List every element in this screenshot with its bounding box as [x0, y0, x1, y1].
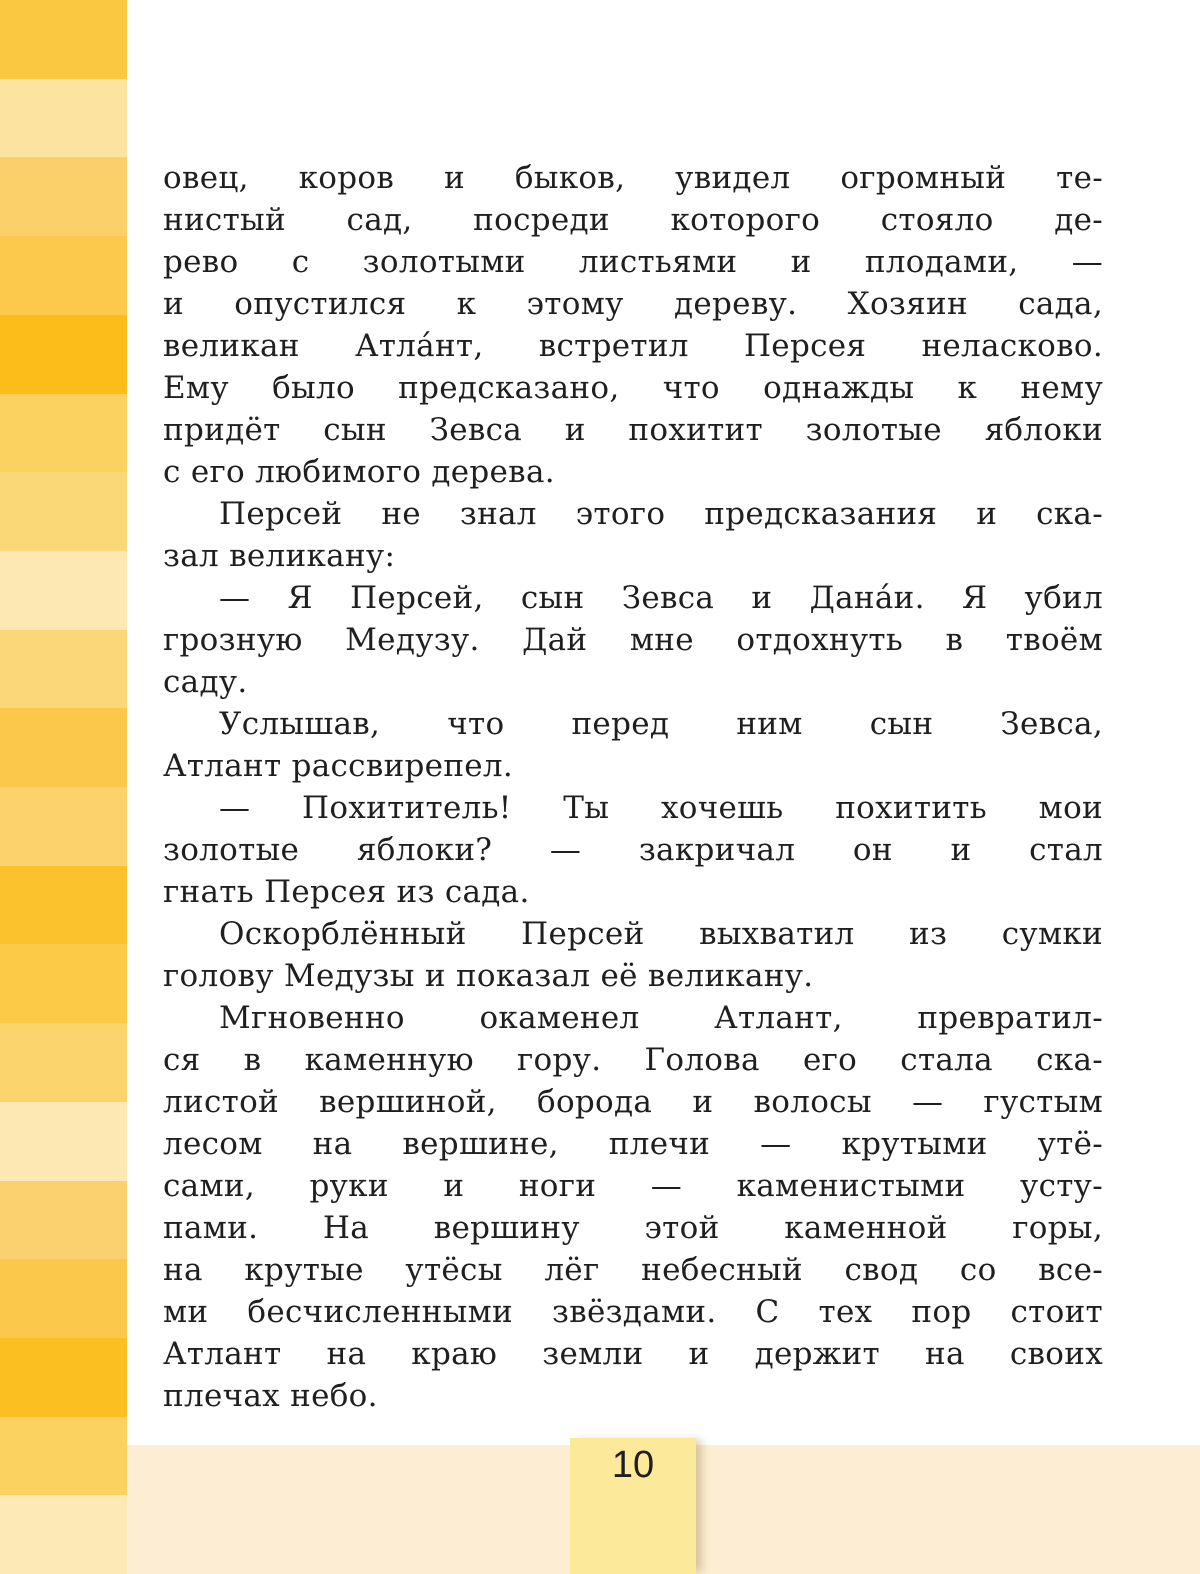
stripe-band — [0, 1417, 127, 1496]
text-line: зал великану: — [163, 538, 396, 574]
text-line: ся в каменную гору. Голова его стала ска- — [163, 1042, 1103, 1078]
text-line: Атлант на краю земли и держит на своих — [163, 1336, 1103, 1372]
text-line: Ему было предсказано, что однажды к нему — [163, 370, 1103, 406]
text-line: и опустился к этому дереву. Хозяин сада, — [163, 286, 1103, 322]
text-line: золотые яблоки? — закричал он и стал — [163, 832, 1103, 868]
text-line: плечах небо. — [163, 1378, 378, 1414]
stripe-band — [0, 787, 127, 866]
stripe-band — [0, 630, 127, 709]
stripe-band — [0, 236, 127, 315]
stripe-band — [0, 551, 127, 630]
text-line: с его любимого дерева. — [163, 454, 555, 490]
text-line: — Похититель! Ты хочешь похитить мои — [219, 790, 1103, 826]
stripe-band — [0, 472, 127, 551]
text-line: саду. — [163, 664, 248, 700]
text-line: Мгновенно окаменел Атлант, превратил- — [219, 1000, 1103, 1036]
text-line: Услышав, что перед ним сын Зевса, — [219, 706, 1103, 742]
stripe-band — [0, 1259, 127, 1338]
stripe-band — [0, 866, 127, 945]
text-line: нистый сад, посреди которого стояло де- — [163, 202, 1103, 238]
story-text — [163, 157, 1103, 1417]
text-line: голову Медузы и показал её великану. — [163, 958, 814, 994]
text-line: сами, руки и ноги — каменистыми усту- — [163, 1168, 1103, 1204]
text-line: рево с золотыми листьями и плодами, — — [163, 244, 1103, 280]
text-line: на крутые утёсы лёг небесный свод со все- — [163, 1252, 1103, 1288]
stripe-band — [0, 1338, 127, 1417]
text-line: лесом на вершине, плечи — крутыми утё- — [163, 1126, 1103, 1162]
decorative-stripe-margin — [0, 0, 127, 1574]
stripe-band — [0, 944, 127, 1023]
stripe-band — [0, 79, 127, 158]
stripe-band — [0, 394, 127, 473]
text-line: придёт сын Зевса и похитит золотые яблоки — [163, 412, 1103, 448]
text-line: великан Атла́нт, встретил Персея неласково. — [163, 328, 1103, 364]
text-line: — Я Персей, сын Зевса и Дана́и. Я убил — [219, 580, 1103, 616]
text-line: Атлант рассвирепел. — [163, 748, 514, 784]
text-line: листой вершиной, борода и волосы — густым — [163, 1084, 1103, 1120]
stripe-band — [0, 315, 127, 394]
text-line: ми бесчисленными звёздами. С тех пор стоит — [163, 1294, 1103, 1330]
text-line: гнать Персея из сада. — [163, 874, 530, 910]
page-number-box — [570, 1438, 696, 1574]
stripe-band — [0, 1102, 127, 1181]
stripe-band — [0, 1023, 127, 1102]
stripe-band — [0, 1181, 127, 1260]
stripe-band — [0, 708, 127, 787]
text-line: грозную Медузу. Дай мне отдохнуть в твоём — [163, 622, 1103, 658]
text-line: овец, коров и быков, увидел огромный те- — [163, 160, 1103, 196]
text-line: пами. На вершину этой каменной горы, — [163, 1210, 1103, 1246]
text-line: Персей не знал этого предсказания и ска- — [219, 496, 1103, 532]
text-line: Оскорблённый Персей выхватил из сумки — [219, 916, 1103, 952]
stripe-band — [0, 157, 127, 236]
stripe-band — [0, 0, 127, 79]
stripe-band — [0, 1495, 127, 1574]
page-number: 10 — [611, 1444, 655, 1486]
